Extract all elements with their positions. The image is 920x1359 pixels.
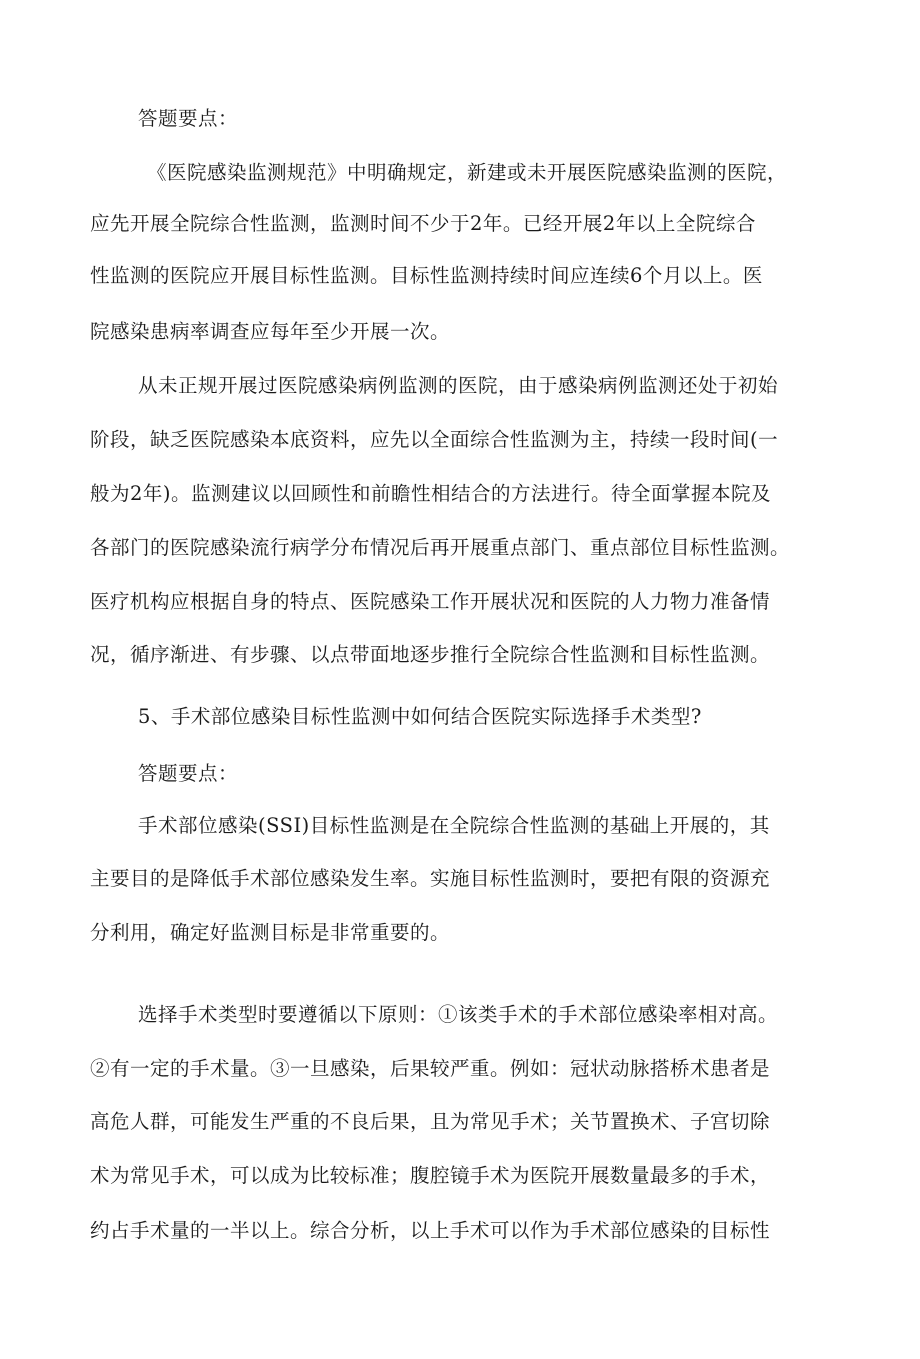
paragraph-line: 约占手术量的一半以上。综合分析，以上手术可以作为手术部位感染的目标性 [90,1219,771,1242]
paragraph-line: 院感染患病率调查应每年至少开展一次。 [90,320,451,343]
paragraph-line: 手术部位感染(SSI)目标性监测是在全院综合性监测的基础上开展的，其 [138,814,770,837]
paragraph-line: 《医院感染监测规范》中明确规定，新建或未开展医院感染监测的医院， [147,161,788,184]
paragraph-line: 般为2年)。监测建议以回顾性和前瞻性相结合的方法进行。待全面掌握本院及 [90,482,772,505]
paragraph-line: 术为常见手术，可以成为比较标准；腹腔镜手术为医院开展数量最多的手术， [90,1164,771,1187]
paragraph-line: 分利用，确定好监测目标是非常重要的。 [90,921,451,944]
answer-points-heading: 答题要点： [138,107,239,130]
paragraph-line: 况，循序渐进、有步骤、以点带面地逐步推行全院综合性监测和目标性监测。 [90,643,771,666]
paragraph-line: 应先开展全院综合性监测，监测时间不少于2年。已经开展2年以上全院综合 [90,212,756,235]
paragraph-line: 性监测的医院应开展目标性监测。目标性监测持续时间应连续6个月以上。医 [90,264,763,287]
answer-points-heading: 答题要点： [138,762,239,785]
paragraph-line: ②有一定的手术量。③一旦感染，后果较严重。例如：冠状动脉搭桥术患者是 [90,1057,771,1080]
paragraph-line: 高危人群，可能发生严重的不良后果，且为常见手术；关节置换术、子宫切除 [90,1110,771,1133]
paragraph-line: 各部门的医院感染流行病学分布情况后再开展重点部门、重点部位目标性监测。 [90,536,791,559]
question-heading: 5、手术部位感染目标性监测中如何结合医院实际选择手术类型? [138,705,702,728]
paragraph-line: 从未正规开展过医院感染病例监测的医院，由于感染病例监测还处于初始 [138,374,779,397]
paragraph-line: 阶段，缺乏医院感染本底资料，应先以全面综合性监测为主，持续一段时间(一 [90,428,779,451]
paragraph-line: 选择手术类型时要遵循以下原则：①该类手术的手术部位感染率相对高。 [138,1003,779,1026]
paragraph-line: 医疗机构应根据自身的特点、医院感染工作开展状况和医院的人力物力准备情 [90,590,771,613]
paragraph-line: 主要目的是降低手术部位感染发生率。实施目标性监测时，要把有限的资源充 [90,867,771,890]
